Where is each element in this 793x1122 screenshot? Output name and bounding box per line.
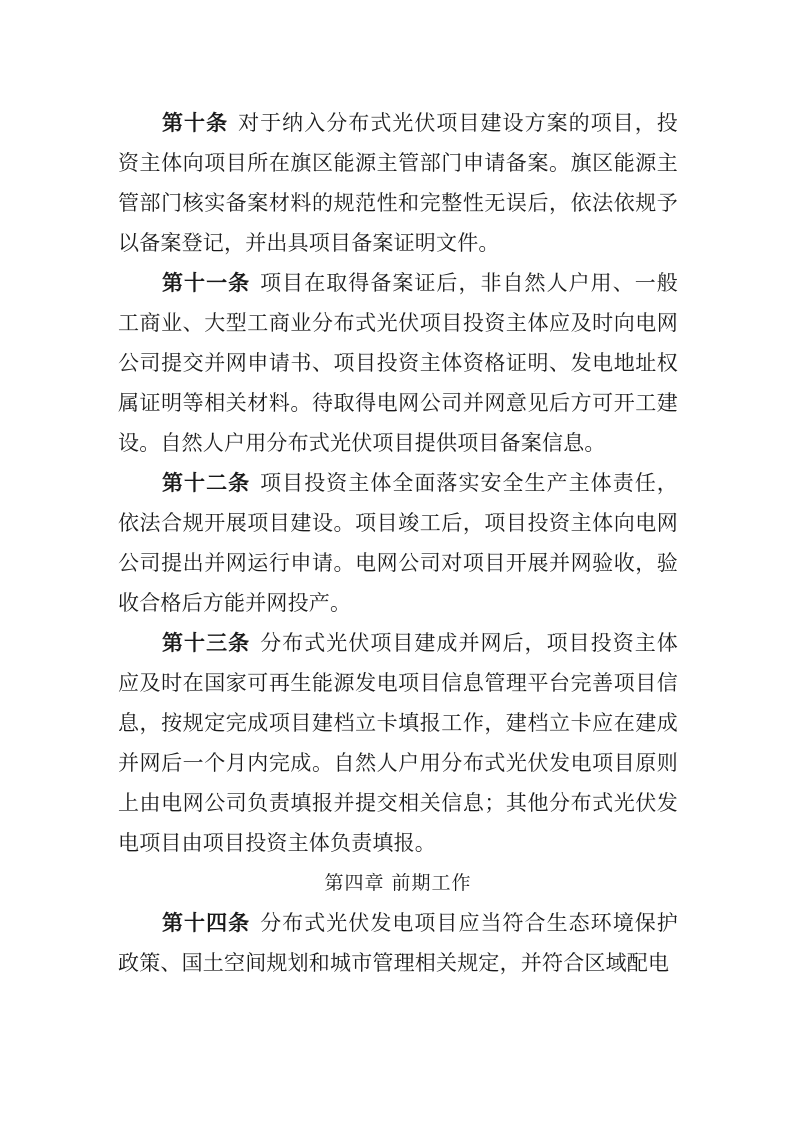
article-text: 项目在取得备案证后，非自然人户用、一般工商业、大型工商业分布式光伏项目投资主体应及时向电网公司提交并网申请书、项目投资主体资格证明、发电地址权属证明等相关材料。待取得电网公司并网意见后方可开工建设。自然人户用分布式光伏项目提供项目备案信息。 xyxy=(118,271,678,455)
document-page xyxy=(118,103,678,983)
article-number: 第十三条 xyxy=(162,631,251,655)
article-number: 第十一条 xyxy=(162,271,251,295)
article-number: 第十条 xyxy=(162,111,229,135)
article-text: 对于纳入分布式光伏项目建设方案的项目，投资主体向项目所在旗区能源主管部门申请备案。旗区能源主管部门核实备案材料的规范性和完整性无误后，依法依规予以备案登记，并出具项目备案证明文件。 xyxy=(118,111,678,255)
article-10 xyxy=(118,103,678,263)
article-11 xyxy=(118,263,678,463)
article-text: 分布式光伏发电项目应当符合生态环境保护政策、国土空间规划和城市管理相关规定，并符合区域配电 xyxy=(118,911,678,975)
article-14 xyxy=(118,903,678,983)
article-number: 第十二条 xyxy=(162,471,251,495)
article-number: 第十四条 xyxy=(162,911,251,935)
article-13 xyxy=(118,623,678,863)
article-12 xyxy=(118,463,678,623)
chapter-heading: 第四章 前期工作 xyxy=(324,872,472,894)
article-text: 分布式光伏项目建成并网后，项目投资主体应及时在国家可再生能源发电项目信息管理平台完善项目信息，按规定完成项目建档立卡填报工作，建档立卡应在建成并网后一个月内完成。自然人户用分布式光伏发电项目原则上由电网公司负责填报并提交相关信息；其他分布式光伏发电项目由项目投资主体负责填报。 xyxy=(118,631,678,855)
article-text: 项目投资主体全面落实安全生产主体责任，依法合规开展项目建设。项目竣工后，项目投资主体向电网公司提出并网运行申请。电网公司对项目开展并网验收，验收合格后方能并网投产。 xyxy=(118,471,678,615)
